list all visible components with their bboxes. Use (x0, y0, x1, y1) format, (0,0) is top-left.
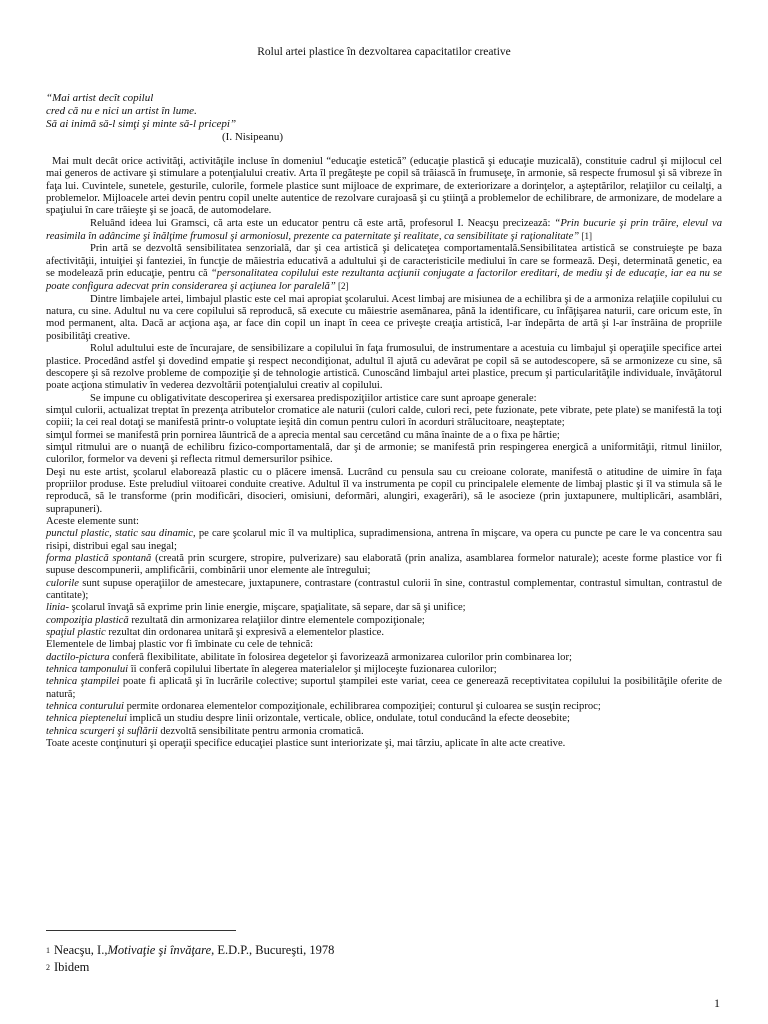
list-item-text: - şcolarul învaţă să exprime prin linie energie, mişcare, spaţialitate, să separe, dar să şi unifice; (65, 602, 466, 614)
term: dactilo-pictura (46, 651, 110, 663)
paragraph (46, 218, 722, 244)
list-item-text: (creată prin scurgere, stropire, pulverizare) sau elaborată (prin analiza, asamblarea formelor naturale); aceste forme plastice vor fi supuse descompunerii, amplificării, combinării unor elemente ale întregului; (46, 553, 723, 577)
term: forma plastică spontană (46, 553, 152, 564)
motto-block (46, 92, 283, 144)
list-item-text: îi conferă copilului libertate în alegerea materialelor şi mijloceşte fuzionarea culorilor; (128, 664, 497, 676)
list-item (46, 701, 722, 713)
term: tehnica pieptenelui (46, 713, 127, 725)
quote-text: “Prin bucurie şi prin trăire, elevul va reasimila în adâncime şi înălţime frumosul şi armoniosul, prezente ca paternitate şi realitate, ca sensibilitate şi raţionalitate” (46, 217, 722, 243)
list-item (46, 676, 722, 701)
list-item (46, 553, 722, 578)
footnote-ref[interactable]: [1] (579, 231, 592, 242)
term: compoziţia plastică (46, 614, 129, 626)
paragraph (46, 243, 722, 293)
paragraph: simţul culorii, actualizat treptat în prezenţa atributelor cromatice ale naturii (culori calde, culori reci, pete fuzionate, pete vibrate, pete plate) se manifestă la toţi copiii; la cei real dotaţi se manifestă printr-o voluptate ieşită din comun pentru culori în acorduri strălucitoare, neaşteptate; (46, 404, 722, 429)
list-item (46, 726, 722, 738)
list-item-text: permite ordonarea elementelor compoziţionale, echilibrarea compoziţiei; conturul şi culoarea se susţin reciproc; (123, 701, 601, 713)
list-item-text: rezultată din armonizarea relaţiilor dintre elementele compoziţionale; (128, 614, 425, 626)
paragraph-text: Prin artă se dezvoltă sensibilitatea senzorială, dar şi cea artistică şi delicateţea comportamentală.Sensibilitatea artistică se construieşte pe baza afectivităţii, intuiţiei şi fanteziei, în funcţie de măiestria educativă a adultului şi de caracteristicile mediului în care se formează. Deşi, determinată genetic, ea se modelează prin educaţie, pentru că (46, 243, 722, 280)
term: tehnica ştampilei (46, 676, 120, 688)
motto-line: cred că nu e nici un artist în lume. (46, 105, 197, 117)
paragraph: Mai mult decât orice activităţi, activităţile incluse în domeniul “educaţie estetică” (educaţie plastică şi educaţie muzicală), constituie cadrul şi mijlocul cel mai generos de activare şi stimulare a potenţialului creativ. Arta îl pregăteşte pe copil să trăiască în frumuseţe, în armonie, să respecte frumosul şi să vibreze în faţa lui. Cuvintele, sunetele, gesturile, culorile, formele plastice sunt mijloace de exprimare, de exteriorizare a dorinţelor, a aşteptărilor, relaţiilor cu ceilalţi, a problemelor. Mijloacele artei devin pentru copil unelte autentice de rezolvare curajoasă şi cu ştiinţă a problemelor de echilibrare, de armonizare, de modelare a spaţiului în care trăieşte şi se joacă, de automodelare. (46, 156, 722, 217)
document-title: Rolul artei plastice în dezvoltarea capacitatilor creative (257, 46, 511, 58)
motto-line: Să ai inimă să-l simţi şi minte să-l pricepi” (46, 118, 237, 130)
term: punctul plastic, static sau dinamic (46, 528, 194, 540)
paragraph: simţul ritmului are o nuanţă de echilibru fizico-comportamentală, dar şi de armonie; se manifestă prin respingerea energică a uniformităţii, ritmul liniilor, culorilor, formelor va deveni şi reflecta ritmul demersurilor psihice. (46, 441, 722, 466)
list-item-text: dezvoltă sensibilitate pentru armonia cromatică. (157, 725, 364, 737)
footnote (46, 942, 334, 959)
document-body (46, 156, 722, 751)
footnotes (46, 942, 334, 976)
motto-author: (I. Nisipeanu) (222, 131, 284, 143)
term: linia (46, 602, 66, 614)
paragraph: Deşi nu este artist, şcolarul elaborează plastic cu o plăcere imensă. Lucrând cu pensula sau cu creioane colorate, manifestă o atitudine de uimire în faţa propriilor produse. Este preludiul viitoarei conduite creative. Adultul îl va instrumenta pe copil cu principalele elemente de limbaj plastic şi îl va stimula să le reproducă, să le transforme (prin modificări, disocieri, omisiuni, deformări, alungiri, exagerări), să le asocieze (prin juxtapunere, multiplicări, asamblări, suprapuneri). (46, 466, 722, 515)
footnote-text: Neacşu, I., (54, 943, 108, 957)
quote-text: “personalitatea copilului este rezultanta acţiunii conjugate a factorilor ereditari, de mediu şi de educaţie, iar ea nu se poate configura adecvat prin considerarea şi acţiunea lor paralelă” (46, 268, 722, 293)
term: tehnica tamponului (46, 664, 129, 676)
paragraph: Rolul adultului este de încurajare, de sensibilizare a copilului în faţa frumosului, de instrumentare a acestuia cu limbajul şi operaţiile specifice artei plastice. Procedând astfel şi dovedind empatie şi respect necondiţionat, adultul îl ajută cu adevărat pe copil să se autodescopere, să se armonizeze cu sine, să descopere şi să rezolve probleme de compoziţie şi de tehnologie artistică. Cunoscând limbajul artei plastice, precum şi particularităţile individuale, învăţătorul poate acţiona stimulativ în vederea dezvoltării potenţialului creativ al copilului. (46, 343, 722, 392)
page-number: 1 (714, 996, 720, 1010)
paragraph: Toate aceste conţinuturi şi operaţii specifice educaţiei plastice sunt interiorizate şi, mai târziu, aplicate în alte acte creative. (46, 738, 566, 750)
list-item (46, 627, 722, 639)
term: spaţiul plastic (46, 627, 106, 639)
list-item-text: , pe care şcolarul mic îl va multiplica, supradimensiona, antrena în mişcare, va opera cu puncte pe care le va concentra sau risipi, distribui egal sau inegal; (46, 528, 722, 552)
list-item-text: rezultat din ordonarea unitară şi expresivă a elementelor plastice. (105, 627, 385, 639)
footnote-title: Motivaţie şi învăţare (107, 943, 212, 957)
footnote-text: Ibidem (54, 960, 90, 974)
paragraph: Aceste elemente sunt: (46, 515, 139, 527)
list-item (46, 713, 722, 725)
term: tehnica conturului (46, 701, 124, 713)
footnote-mark: 1 (46, 946, 50, 955)
term: tehnica scurgeri şi suflării (46, 725, 158, 737)
term: culorile (46, 577, 79, 589)
paragraph: Se impune cu obligativitate descoperirea şi exersarea predispoziţiilor artistice care sunt aproape generale: (90, 392, 537, 404)
footnote-divider (46, 930, 236, 931)
list-item (46, 528, 722, 553)
footnote-mark: 2 (46, 963, 50, 972)
list-item (46, 664, 722, 676)
list-item (46, 652, 722, 664)
paragraph: simţul formei se manifestă prin pornirea lăuntrică de a aprecia mental sau cercetând cu mâna înainte de a o fixa pe hârtie; (46, 429, 560, 441)
list-item (46, 602, 722, 614)
list-item (46, 578, 722, 603)
motto-line: “Mai artist decît copilul (46, 92, 154, 104)
paragraph: Elementele de limbaj plastic vor fi îmbinate cu cele de tehnică: (46, 639, 314, 651)
list-item-text: implică un studiu despre linii orizontale, verticale, oblice, ondulate, totul conducând la efecte deosebite; (126, 713, 570, 725)
footnote-ref[interactable]: [2] (335, 281, 349, 292)
list-item-text: poate fi aplicată şi în lucrările colective; suportul ştampilei este variat, ceea ce generează receptivitatea copilului la posibilităţile oferite de natură; (46, 676, 723, 700)
list-item-text: conferă flexibilitate, abilitate în folosirea degetelor şi favorizează armonizarea culorilor prin combinarea lor; (109, 651, 572, 663)
footnote-text: , E.D.P., Bucureşti, 1978 (211, 943, 335, 957)
paragraph: Dintre limbajele artei, limbajul plastic este cel mai apropiat şcolarului. Acest limbaj are misiunea de a echilibra şi de a armoniza relaţiile copilului cu natura, cu sine. Adultul nu va cere copilului să reproducă, să execute cu măiestrie asemănarea, până la identificare, cu înfăţişarea naturii, care oricum este, în mod permanent, alta. Dacă ar acţiona aşa, ar face din copil un inapt în ceea ce priveşte creaţia artistică, l-ar îndepărta de artă şi l-ar înstrăina de propriile posibilităţi creative. (46, 293, 722, 342)
footnote (46, 959, 334, 976)
list-item-text: sunt supuse operaţiilor de amestecare, juxtapunere, contrastare (contrastul culorii în sine, contrastul complementar, contrastul simultan, contrastul de cantitate); (46, 577, 722, 602)
paragraph-text: Reluând ideea lui Gramsci, că arta este un educator pentru că este artă, profesorul I. Neacşu precizează: (90, 217, 555, 229)
list-item (46, 615, 722, 627)
